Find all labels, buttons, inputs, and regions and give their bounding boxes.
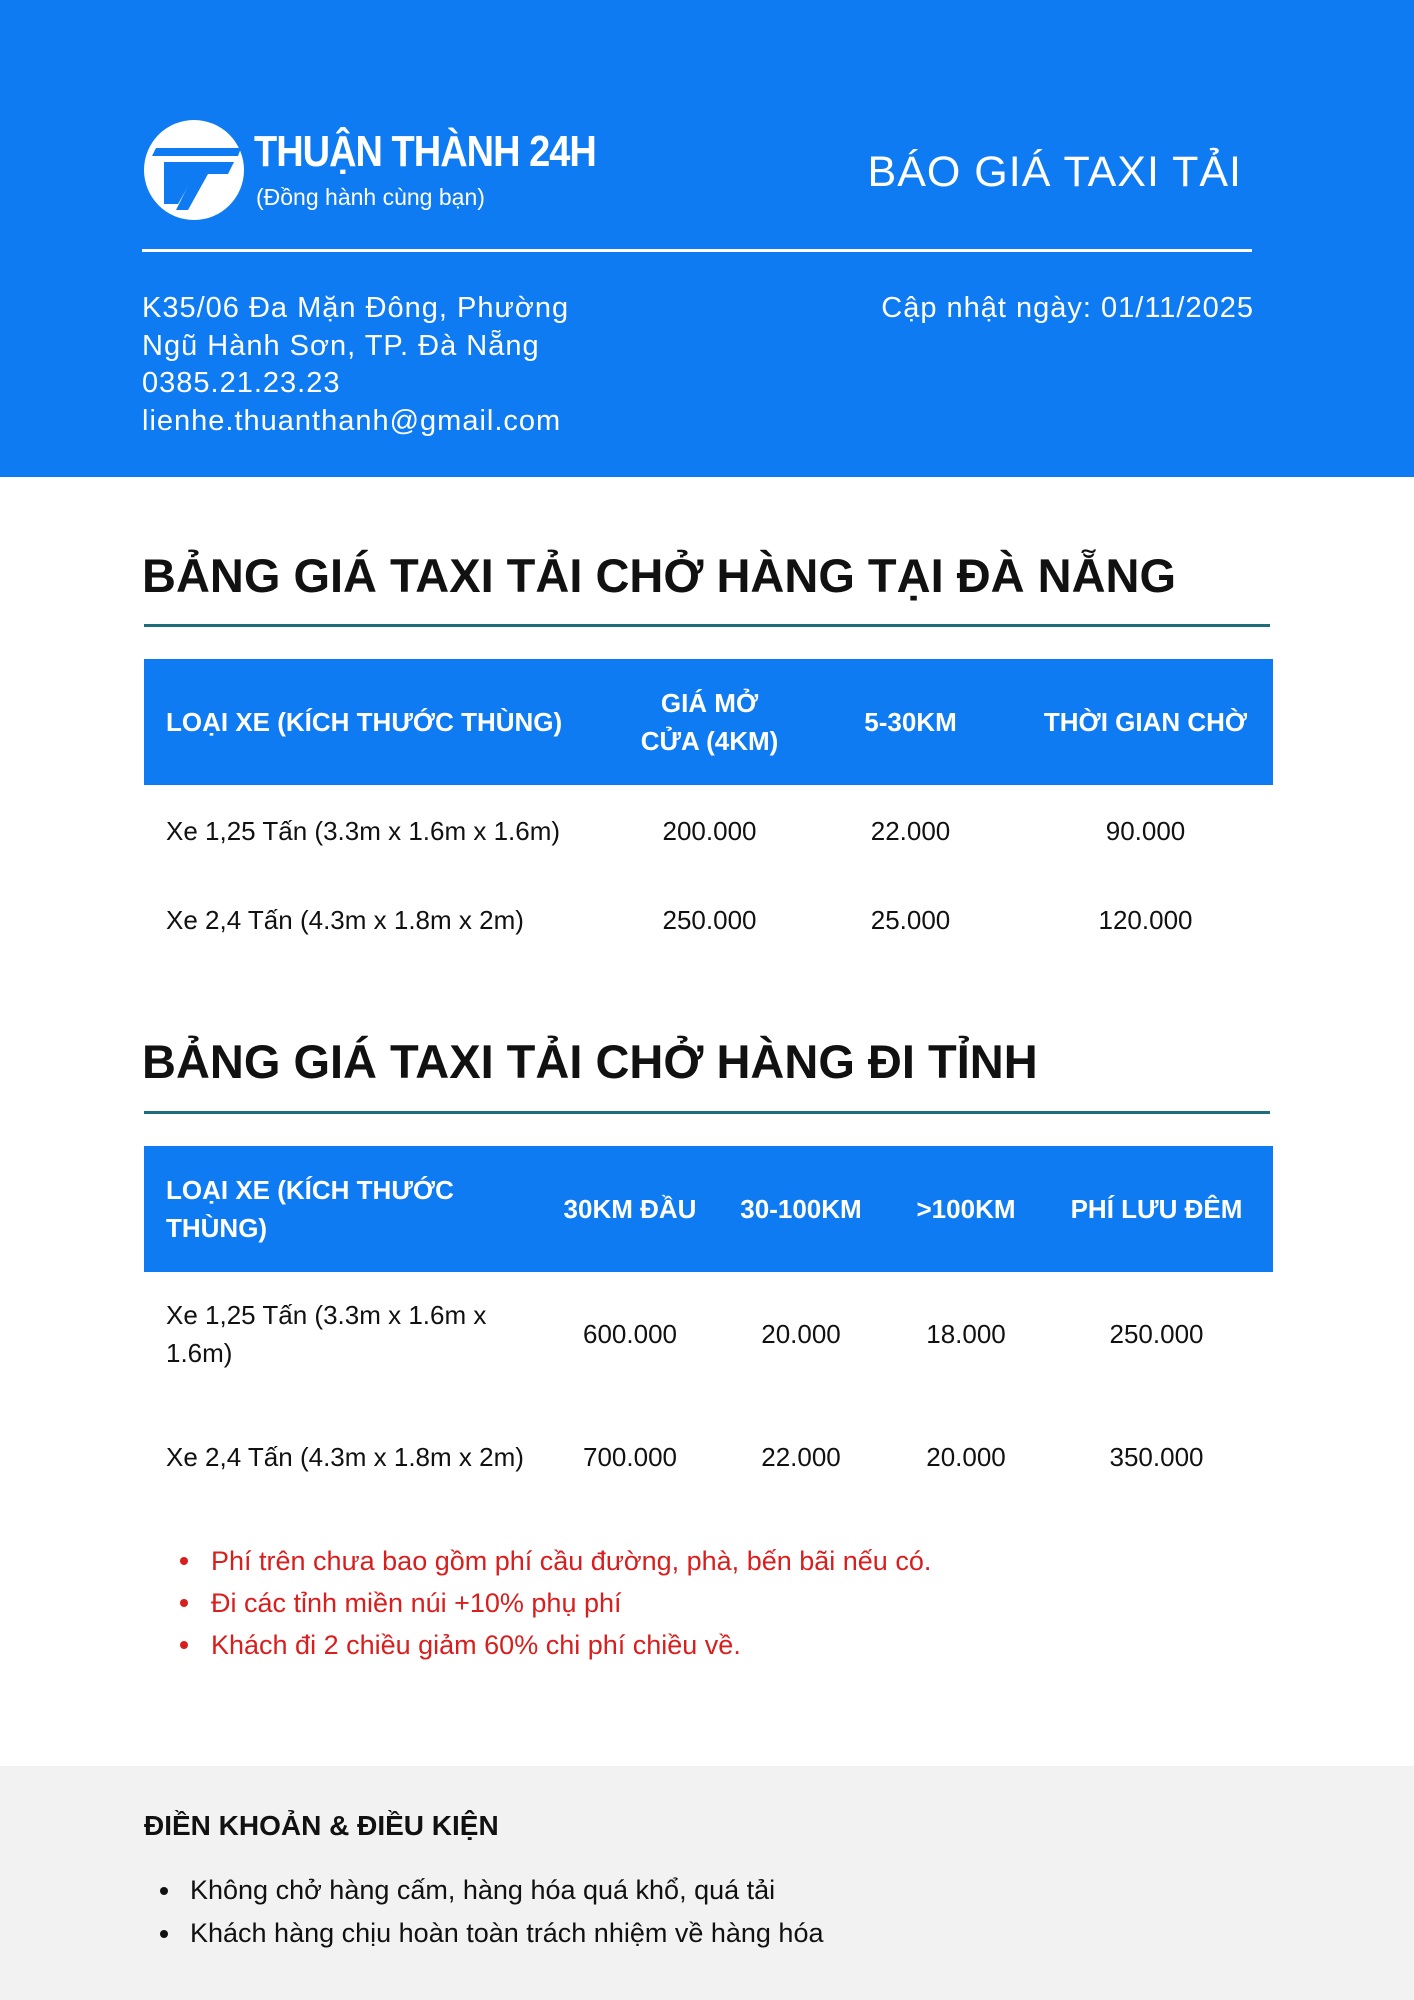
- price-cell: 120.000: [1098, 905, 1193, 935]
- terms-item: Khách hàng chịu hoàn toàn trách nhiệm về hàng hóa: [156, 1912, 823, 1955]
- local-price-table: [144, 659, 1273, 964]
- address-line: K35/06 Đa Mặn Đông, Phường: [142, 292, 570, 324]
- document-title: BÁO GIÁ TAXI TẢI: [867, 148, 1242, 196]
- table-header-row: [144, 1146, 1273, 1272]
- local-price-title: BẢNG GIÁ TAXI TẢI CHỞ HÀNG TẠI ĐÀ NẴNG: [142, 549, 1177, 602]
- province-section-divider: [144, 1111, 1270, 1114]
- column-header: 30-100KM: [710, 1146, 892, 1272]
- table-row: [144, 1272, 1273, 1396]
- address-line: Ngũ Hành Sơn, TP. Đà Nẵng: [142, 329, 540, 362]
- terms-item: Không chở hàng cấm, hàng hóa quá khổ, quá tải: [156, 1869, 823, 1912]
- price-cell: 250.000: [1109, 1319, 1204, 1349]
- email-address[interactable]: lienhe.thuanthanh@gmail.com: [142, 404, 562, 437]
- column-header: LOẠI XE (KÍCH THƯỚC THÙNG): [144, 659, 616, 785]
- column-header: 30KM ĐẦU: [550, 1146, 710, 1272]
- column-header: LOẠI XE (KÍCH THƯỚC THÙNG): [144, 1146, 550, 1272]
- table-row: [144, 876, 1273, 964]
- price-cell: 18.000: [926, 1319, 1006, 1349]
- price-cell: 22.000: [870, 815, 951, 846]
- note-item: Khách đi 2 chiều giảm 60% chi phí chiều về.: [176, 1624, 931, 1666]
- brand-name: THUẬN THÀNH 24H: [254, 128, 596, 177]
- price-cell: 600.000: [583, 1319, 677, 1349]
- note-item: Phí trên chưa bao gồm phí cầu đường, phà, bến bãi nếu có.: [176, 1540, 931, 1582]
- column-header: PHÍ LƯU ĐÊM: [1040, 1146, 1273, 1272]
- vehicle-type: Xe 2,4 Tấn (4.3m x 1.8m x 2m): [166, 1442, 524, 1472]
- table-header-row: [144, 659, 1273, 785]
- vehicle-type: Xe 1,25 Tấn (3.3m x 1.6m x 1.6m): [166, 815, 561, 846]
- price-cell: 350.000: [1109, 1442, 1204, 1472]
- price-cell: 20.000: [761, 1319, 841, 1349]
- company-address: [142, 290, 662, 440]
- province-price-table: [144, 1146, 1273, 1518]
- price-cell: 200.000: [662, 815, 757, 846]
- price-cell: 250.000: [662, 905, 757, 935]
- price-cell: 700.000: [583, 1442, 677, 1472]
- table-row: [144, 1396, 1273, 1518]
- vehicle-type: Xe 1,25 Tấn (3.3m x 1.6m x 1.6m): [166, 1300, 487, 1368]
- terms-title: ĐIỀN KHOẢN & ĐIỀU KIỆN: [144, 1810, 499, 1841]
- brand-slogan: (Đồng hành cùng bạn): [256, 184, 485, 210]
- table-row: [144, 785, 1273, 876]
- vehicle-type: Xe 2,4 Tấn (4.3m x 1.8m x 2m): [166, 905, 524, 935]
- price-cell: 22.000: [761, 1442, 841, 1472]
- price-cell: 20.000: [926, 1442, 1006, 1472]
- phone-number[interactable]: 0385.21.23.23: [142, 367, 341, 399]
- local-section-divider: [144, 624, 1270, 627]
- column-header: THỜI GIAN CHỜ: [1018, 659, 1273, 785]
- brand-logo-icon: [142, 118, 246, 222]
- header-divider: [142, 249, 1252, 252]
- header-banner: [0, 0, 1414, 477]
- note-item: Đi các tỉnh miền núi +10% phụ phí: [176, 1582, 931, 1624]
- updated-date: Cập nhật ngày: 01/11/2025: [881, 292, 1254, 324]
- price-cell: 25.000: [870, 905, 951, 935]
- price-notes: [176, 1540, 931, 1666]
- column-header: >100KM: [892, 1146, 1040, 1272]
- terms-list: [156, 1869, 823, 1955]
- column-header: 5-30KM: [803, 659, 1018, 785]
- price-cell: 90.000: [1105, 815, 1186, 846]
- column-header: GIÁ MỞ CỬA (4KM): [616, 659, 803, 785]
- province-price-title: BẢNG GIÁ TAXI TẢI CHỞ HÀNG ĐI TỈNH: [142, 1035, 1038, 1088]
